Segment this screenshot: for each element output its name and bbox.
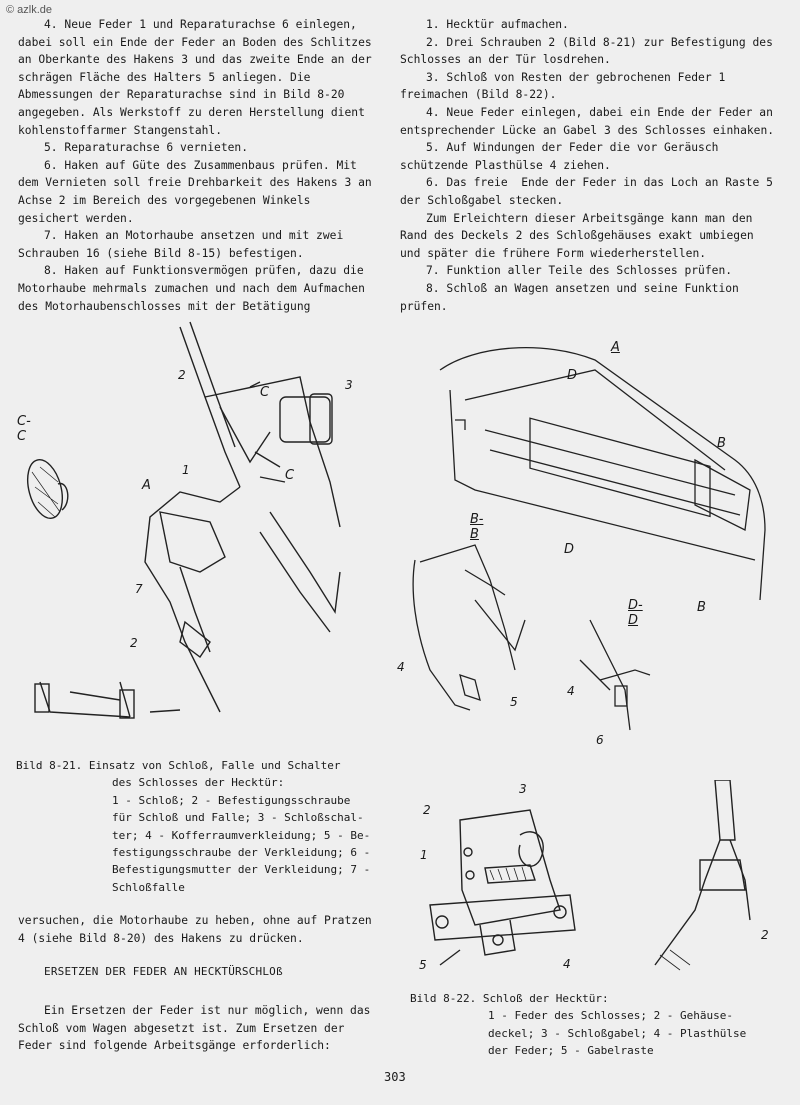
figure-8-21-line: ter; 4 - Kofferraumverkleidung; 5 - Be- (112, 828, 371, 842)
left-step-6: 6. Haken auf Güte des Zusammenbaus prüfen. Mit dem Vernieten soll freie Drehbarkeit des Hakens 3 an Achse 2 im Bereich des vorgegebenen Winkels gesichert werden. (18, 158, 379, 225)
label-dd: D-D (628, 598, 643, 628)
label-2-top: 2 (178, 368, 186, 382)
label-b-bottom: B (697, 600, 706, 615)
label-d-top: D (567, 368, 578, 383)
right-note: Zum Erleichtern dieser Arbeitsgänge kann man den Rand des Deckels 2 des Schloßgehäuses exakt umbiegen und später die frühere Form wiederherstellen. (400, 211, 761, 260)
label-3: 3 (345, 378, 353, 392)
right-step-1: 1. Hecktür aufmachen. (426, 18, 569, 31)
right-step-3: 3. Schloß von Resten der gebrochenen Feder 1 freimachen (Bild 8-22). (400, 70, 733, 102)
left-column (18, 16, 378, 315)
fig22-label-1: 1 (420, 848, 428, 862)
label-b-top: B (717, 436, 726, 451)
label-2-bottom: 2 (130, 636, 138, 650)
continuation-paragraph: versuchen, die Motorhaube zu heben, ohne auf Pratzen 4 (siehe Bild 8-20) des Hakens zu drücken. (18, 914, 372, 945)
figure-8-21-line: festigungsschraube der Verkleidung; 6 - (112, 846, 371, 860)
section-intro (18, 1002, 378, 1055)
figure-8-22-line: deckel; 3 - Schloßgabel; 4 - Plasthülse (488, 1026, 747, 1040)
right-step-8: 8. Schloß an Wagen ansetzen und seine Funktion prüfen. (400, 281, 746, 313)
fig22-label-5: 5 (419, 958, 427, 972)
label-4-bb: 4 (397, 660, 405, 674)
label-c-bottom: C (285, 468, 295, 483)
right-step-6: 6. Das freie Ende der Feder in das Loch an Raste 5 der Schloßgabel stecken. (400, 176, 780, 207)
right-column (400, 16, 780, 315)
continuation-text (18, 912, 378, 947)
label-cc: C-C (17, 414, 31, 444)
figure-8-21-line: 1 - Schloß; 2 - Befestigungsschraube (112, 793, 351, 807)
label-6: 6 (596, 733, 604, 747)
fig22-label-2: 2 (423, 803, 431, 817)
right-step-5: 5. Auf Windungen der Feder die vor Geräusch schützende Plasthülse 4 ziehen. (400, 141, 726, 172)
figure-8-22-drawing (400, 780, 785, 985)
figure-8-21-caption (16, 757, 386, 896)
right-step-2: 2. Drei Schrauben 2 (Bild 8-21) zur Befestigung des Schlosses an der Tür losdrehen. (400, 35, 780, 67)
label-5: 5 (510, 695, 518, 709)
figure-8-21-right-drawing (395, 330, 785, 750)
left-step-7: 7. Haken an Motorhaube ansetzen und mit zwei Schrauben 16 (siehe Bild 8-15) befestigen. (18, 229, 351, 260)
figure-8-21-line: Schloßfalle (112, 880, 185, 894)
section-heading: ERSETZEN DER FEDER AN HECKTÜRSCHLOß (44, 965, 283, 978)
label-7: 7 (135, 582, 143, 596)
figure-8-22-caption (410, 990, 790, 1060)
figure-8-21-left-drawing (10, 312, 380, 742)
label-4-dd: 4 (567, 684, 575, 698)
figure-8-21-line: für Schloß und Falle; 3 - Schloßschal- (112, 811, 364, 825)
fig22-label-2-right: 2 (761, 928, 769, 942)
left-step-8: 8. Haken auf Funktionsvermögen prüfen, dazu die Motorhaube mehrmals zumachen und nach dem Aufmachen des Motorhaubenschlosses mit der Betätigung (18, 264, 372, 313)
label-1: 1 (182, 463, 190, 477)
watermark: © azlk.de (6, 4, 53, 16)
left-step-4: 4. Neue Feder 1 und Reparaturachse 6 einlegen, dabei soll ein Ende der Feder an Boden des Schlitzes an Oberkante des Hakens 3 und das zweite Ende an der schrägen Fläche des Halters 5 anliegen. Die Abmessungen der Reparaturachse sind in Bild 8-20 angegeben. Als Werkstoff zu deren Herstellung dient kohlenstoffarmer Stangenstahl. (18, 18, 379, 137)
label-bb: B-B (470, 512, 484, 542)
label-c-top: C (260, 385, 270, 400)
page-number: 303 (384, 1070, 406, 1084)
right-step-7: 7. Funktion aller Teile des Schlosses prüfen. (426, 264, 733, 278)
label-a-left: A (142, 478, 151, 493)
label-d-bottom: D (564, 542, 575, 557)
fig22-label-3: 3 (519, 782, 527, 796)
figure-8-21-line: Befestigungsmutter der Verkleidung; 7 - (112, 863, 371, 877)
left-step-5: 5. Reparaturachse 6 vernieten. (44, 141, 249, 155)
figure-8-22-line: 1 - Feder des Schlosses; 2 - Gehäuse- (488, 1009, 734, 1023)
figure-8-22-title: Bild 8-22. Schloß der Hecktür: (410, 992, 609, 1005)
label-a-top: A (611, 340, 620, 355)
figure-8-21-line: des Schlosses der Hecktür: (112, 776, 285, 790)
right-step-4: 4. Neue Feder einlegen, dabei ein Ende der Feder an entsprechender Lücke an Gabel 3 des Schlosses einhaken. (400, 105, 780, 137)
figure-8-21-title: Bild 8-21. Einsatz von Schloß, Falle und Schalter (16, 759, 341, 772)
figure-8-22-line: der Feder; 5 - Gabelraste (488, 1044, 654, 1058)
section-intro-paragraph: Ein Ersetzen der Feder ist nur möglich, wenn das Schloß vom Wagen abgesetzt ist. Zum Ersetzen der Feder sind folgende Arbeitsgänge erforderlich: (18, 1004, 371, 1053)
fig22-label-4: 4 (563, 957, 571, 971)
